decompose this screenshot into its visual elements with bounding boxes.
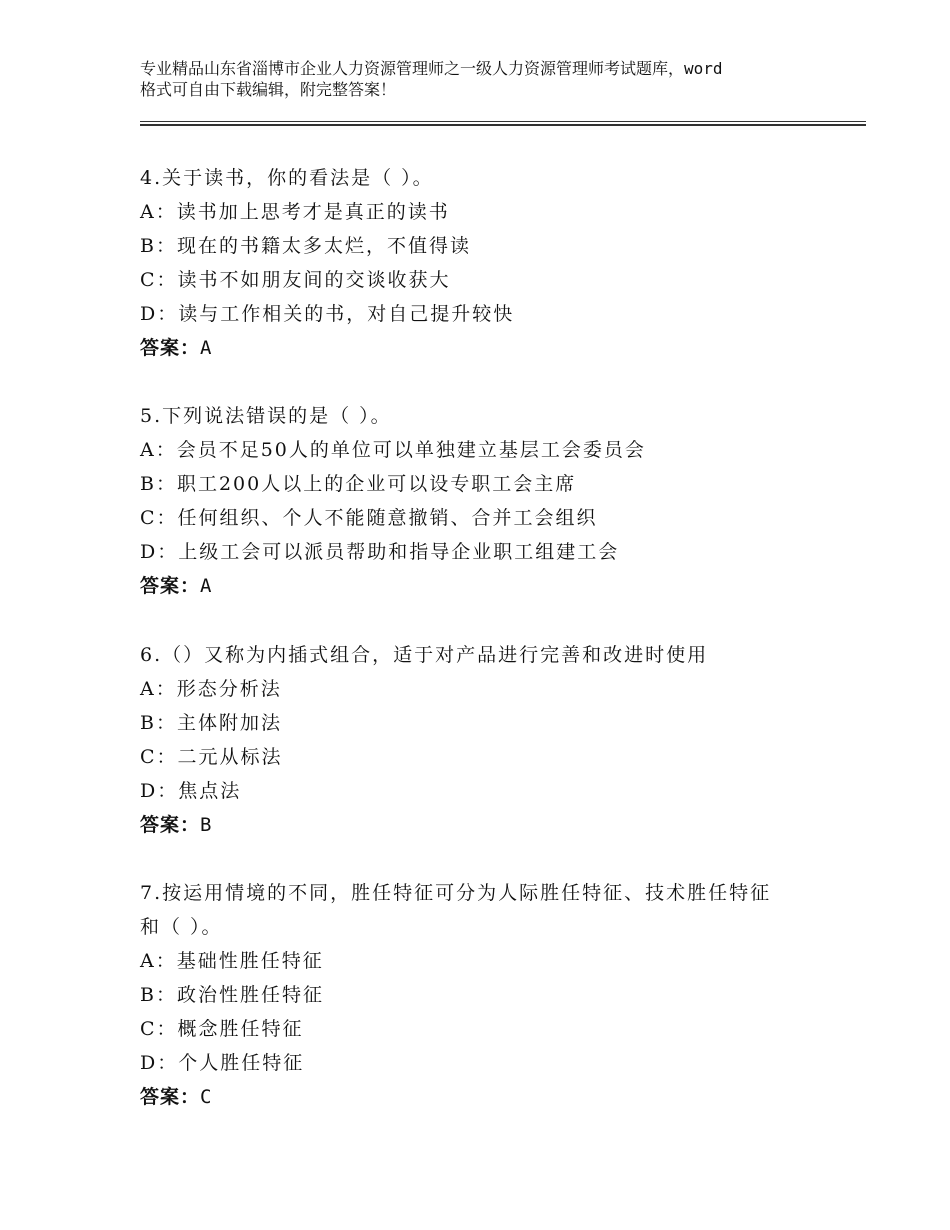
option-b: B：职工200人以上的企业可以设专职工会主席 xyxy=(140,473,577,495)
option-d: D：上级工会可以派员帮助和指导企业职工组建工会 xyxy=(140,541,620,563)
document-header xyxy=(140,58,840,100)
option-a: A：形态分析法 xyxy=(140,678,282,700)
header-title-line-2: 格式可自由下载编辑，附完整答案！ xyxy=(140,80,397,99)
question-stem: 7.按运用情境的不同，胜任特征可分为人际胜任特征、技术胜任特征 xyxy=(140,882,772,904)
option-d: D：个人胜任特征 xyxy=(140,1052,305,1074)
answer-value: C xyxy=(200,1086,212,1108)
question-block xyxy=(140,876,840,1114)
answer-line xyxy=(140,1080,840,1114)
option-c: C：概念胜任特征 xyxy=(140,1018,304,1040)
question-stem-continued: 和（ ）。 xyxy=(140,916,223,938)
answer-label: 答案： xyxy=(140,814,201,836)
option-a: A：基础性胜任特征 xyxy=(140,950,324,972)
option-b: B：主体附加法 xyxy=(140,712,282,734)
option-a: A：会员不足50人的单位可以单独建立基层工会委员会 xyxy=(140,439,646,461)
question-block xyxy=(140,638,840,842)
answer-value: A xyxy=(200,575,212,597)
option-a: A：读书加上思考才是真正的读书 xyxy=(140,201,450,223)
option-c: C：读书不如朋友间的交谈收获大 xyxy=(140,269,451,291)
option-b: B：现在的书籍太多太烂，不值得读 xyxy=(140,235,471,257)
header-divider-thin xyxy=(140,121,866,122)
question-stem: 5.下列说法错误的是（ ）。 xyxy=(140,405,392,427)
question-block xyxy=(140,161,840,365)
answer-line xyxy=(140,331,840,365)
option-c: C：任何组织、个人不能随意撤销、合并工会组织 xyxy=(140,507,598,529)
option-d: D：读与工作相关的书，对自己提升较快 xyxy=(140,303,515,325)
answer-value: B xyxy=(200,814,212,836)
header-divider-thick xyxy=(140,124,866,126)
answer-line xyxy=(140,808,840,842)
answer-line xyxy=(140,569,840,603)
option-b: B：政治性胜任特征 xyxy=(140,984,324,1006)
answer-label: 答案： xyxy=(140,337,201,359)
question-block xyxy=(140,399,840,603)
answer-label: 答案： xyxy=(140,1086,201,1108)
answer-label: 答案： xyxy=(140,575,201,597)
header-title-line-1: 专业精品山东省淄博市企业人力资源管理师之一级人力资源管理师考试题库，word xyxy=(140,59,723,78)
question-stem: 4.关于读书，你的看法是（ ）。 xyxy=(140,167,434,189)
option-c: C：二元从标法 xyxy=(140,746,283,768)
answer-value: A xyxy=(200,337,212,359)
option-d: D：焦点法 xyxy=(140,780,242,802)
question-stem: 6.（）又称为内插式组合，适于对产品进行完善和改进时使用 xyxy=(140,644,709,666)
